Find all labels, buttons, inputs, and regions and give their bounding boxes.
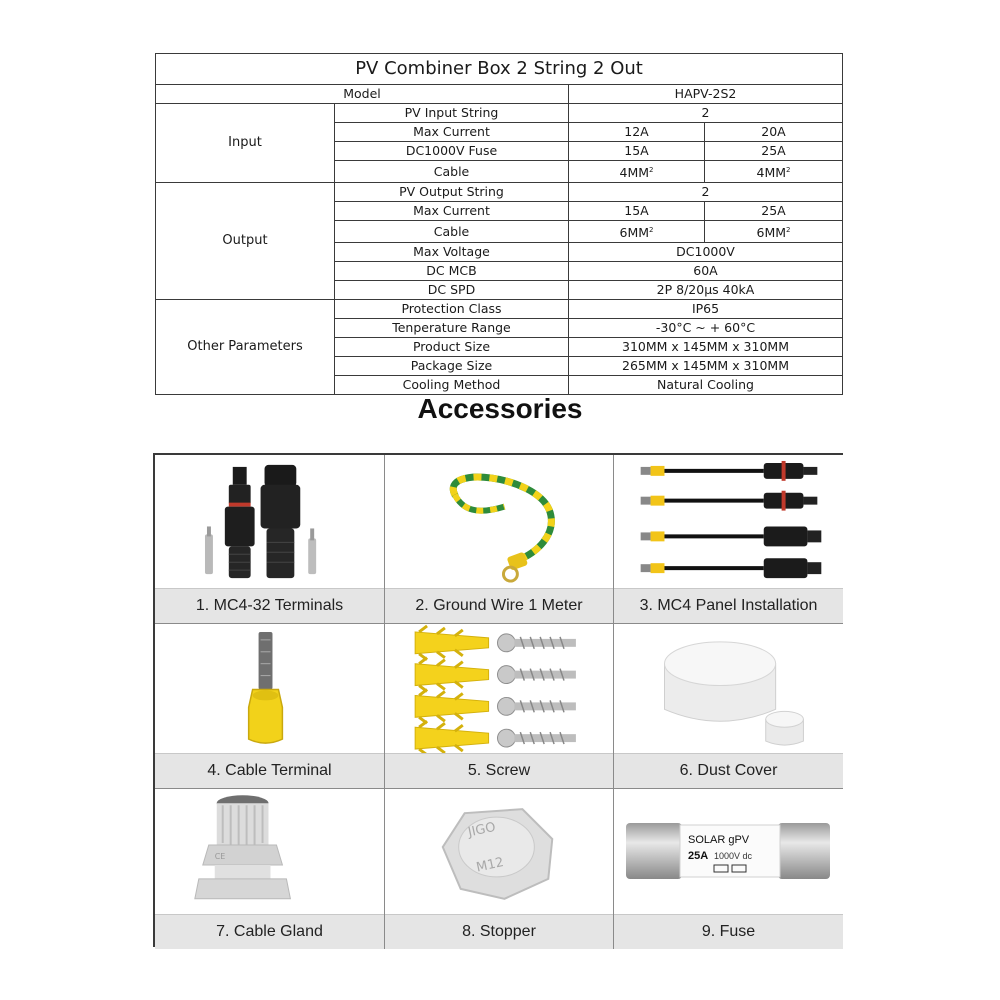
dc-spd-value: 2P 8/20μs 40kA — [569, 281, 843, 300]
input-max-current-b: 20A — [705, 123, 843, 142]
max-voltage-label: Max Voltage — [335, 243, 569, 262]
accessory-card-screw — [385, 624, 614, 789]
package-size-value: 265MM x 145MM x 310MM — [569, 357, 843, 376]
accessory-caption: 8. Stopper — [385, 914, 613, 949]
accessory-card-dust-cover — [614, 624, 843, 789]
accessory-card-mc4-terminals — [155, 455, 385, 624]
pv-input-string-label: PV Input String — [335, 104, 569, 123]
accessory-card-ground-wire — [385, 455, 614, 624]
model-label: Model — [156, 85, 569, 104]
accessory-caption: 2. Ground Wire 1 Meter — [385, 588, 613, 623]
dust-cover-icon — [614, 624, 843, 754]
accessory-card-fuse — [614, 789, 843, 949]
input-max-current-label: Max Current — [335, 123, 569, 142]
output-cable-a: $6MM^2$ — [569, 221, 705, 243]
pv-output-string-value: 2 — [569, 183, 843, 202]
output-group-label: Output — [156, 183, 335, 300]
accessory-card-cable-gland — [155, 789, 385, 949]
dc-spd-label: DC SPD — [335, 281, 569, 300]
max-voltage-value: DC1000V — [569, 243, 843, 262]
mc4-panel-cable-icon — [614, 455, 843, 589]
output-max-current-b: 25A — [705, 202, 843, 221]
model-value: HAPV-2S2 — [569, 85, 843, 104]
dc-mcb-label: DC MCB — [335, 262, 569, 281]
accessory-caption: 4. Cable Terminal — [155, 753, 384, 788]
accessories-title: Accessories — [417, 393, 583, 424]
output-cable-b: $6MM^2$ — [705, 221, 843, 243]
protection-class-value: IP65 — [569, 300, 843, 319]
pv-output-string-label: PV Output String — [335, 183, 569, 202]
product-size-value: 310MM x 145MM x 310MM — [569, 338, 843, 357]
accessory-caption: 6. Dust Cover — [614, 753, 843, 788]
stopper-marking-brand: JIGO — [466, 819, 498, 841]
spec-title: PV Combiner Box 2 String 2 Out — [156, 54, 843, 85]
temperature-range-label: Tenperature Range — [335, 319, 569, 338]
cable-gland-icon — [155, 789, 384, 915]
stopper-icon — [385, 789, 613, 915]
input-group-label: Input — [156, 104, 335, 183]
accessory-caption: 5. Screw — [385, 753, 613, 788]
fuse-brand-text: SOLAR gPV — [688, 834, 750, 846]
cooling-method-label: Cooling Method — [335, 376, 569, 395]
output-max-current-a: 15A — [569, 202, 705, 221]
spec-table — [155, 53, 843, 395]
accessory-caption: 1. MC4-32 Terminals — [155, 588, 384, 623]
accessory-caption: 3. MC4 Panel Installation — [614, 588, 843, 623]
accessory-card-mc4-panel — [614, 455, 843, 624]
protection-class-label: Protection Class — [335, 300, 569, 319]
pv-input-string-value: 2 — [569, 104, 843, 123]
mc4-connector-icon — [155, 455, 384, 589]
input-fuse-b: 25A — [705, 142, 843, 161]
output-max-current-label: Max Current — [335, 202, 569, 221]
input-cable-b: $4MM^2$ — [705, 161, 843, 183]
cable-terminal-icon — [155, 624, 384, 754]
fuse-icon — [614, 789, 843, 915]
input-fuse-a: 15A — [569, 142, 705, 161]
fuse-rating-text: 25A — [688, 850, 709, 862]
accessory-card-cable-terminal — [155, 624, 385, 789]
input-max-current-a: 12A — [569, 123, 705, 142]
product-size-label: Product Size — [335, 338, 569, 357]
fuse-voltage-text: 1000V dc — [714, 851, 753, 861]
temperature-range-value: -30°C ~ + 60°C — [569, 319, 843, 338]
accessories-grid — [153, 453, 843, 947]
package-size-label: Package Size — [335, 357, 569, 376]
output-cable-label: Cable — [335, 221, 569, 243]
dc-mcb-value: 60A — [569, 262, 843, 281]
input-cable-label: Cable — [335, 161, 569, 183]
other-group-label: Other Parameters — [156, 300, 335, 395]
accessory-card-stopper — [385, 789, 614, 949]
gland-marking: CE — [214, 851, 226, 861]
input-cable-a: $4MM^2$ — [569, 161, 705, 183]
stopper-marking-size: M12 — [475, 855, 506, 876]
input-fuse-label: DC1000V Fuse — [335, 142, 569, 161]
cooling-method-value: Natural Cooling — [569, 376, 843, 395]
ground-wire-icon — [385, 455, 613, 589]
screw-anchor-icon — [385, 624, 613, 754]
accessory-caption: 9. Fuse — [614, 914, 843, 949]
accessory-caption: 7. Cable Gland — [155, 914, 384, 949]
